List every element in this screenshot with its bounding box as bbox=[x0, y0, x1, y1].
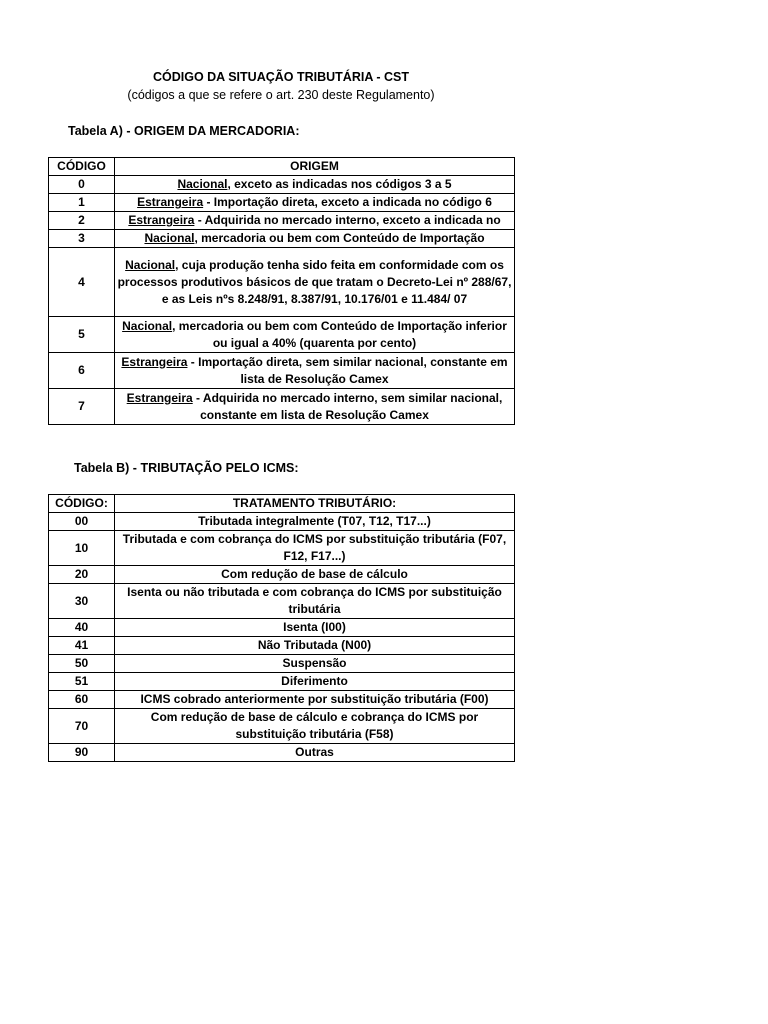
page-subtitle: (códigos a que se refere o art. 230 deste Regulamento) bbox=[127, 88, 435, 102]
table-row bbox=[49, 655, 515, 673]
table-row bbox=[49, 317, 515, 353]
table-row bbox=[49, 691, 515, 709]
origin-text: , mercadoria ou bem com Conteúdo de Importação bbox=[194, 231, 485, 245]
row-origin bbox=[115, 389, 515, 425]
origin-text: , exceto as indicadas nos códigos 3 a 5 bbox=[227, 177, 452, 191]
row-treatment: ICMS cobrado anteriormente por substituição tributária (F00) bbox=[115, 691, 515, 709]
origin-text: , mercadoria ou bem com Conteúdo de Importação inferior ou igual a 40% (quarenta por cento) bbox=[172, 318, 507, 350]
row-code: 50 bbox=[49, 655, 115, 673]
origin-text: - Importação direta, sem similar nacional, constante em lista de Resolução Camex bbox=[187, 354, 508, 386]
row-code: 00 bbox=[49, 513, 115, 531]
row-code: 4 bbox=[49, 248, 115, 317]
row-code: 20 bbox=[49, 566, 115, 584]
origin-text: - Adquirida no mercado interno, exceto a indicada no bbox=[194, 213, 501, 227]
origin-link[interactable]: Nacional bbox=[125, 257, 176, 272]
row-treatment: Com redução de base de cálculo bbox=[115, 566, 515, 584]
row-code: 51 bbox=[49, 673, 115, 691]
row-treatment: Diferimento bbox=[115, 673, 515, 691]
origin-link[interactable]: Estrangeira bbox=[128, 213, 195, 227]
origin-link[interactable]: Nacional bbox=[144, 231, 195, 245]
table-row bbox=[49, 584, 515, 619]
table-row bbox=[49, 531, 515, 566]
row-code: 5 bbox=[49, 317, 115, 353]
row-code: 1 bbox=[49, 194, 115, 212]
table-row bbox=[49, 673, 515, 691]
column-header-code: CÓDIGO bbox=[49, 158, 115, 176]
column-header-code: CÓDIGO: bbox=[49, 495, 115, 513]
origin-text: - Importação direta, exceto a indicada no código 6 bbox=[203, 195, 492, 209]
tributacao-table bbox=[48, 494, 515, 762]
table-b-heading: Tabela B) - TRIBUTAÇÃO PELO ICMS: bbox=[74, 461, 299, 475]
row-treatment: Com redução de base de cálculo e cobrança do ICMS por substituição tributária (F58) bbox=[115, 709, 515, 744]
table-header-row bbox=[49, 158, 515, 176]
row-code: 7 bbox=[49, 389, 115, 425]
row-code: 0 bbox=[49, 176, 115, 194]
row-treatment: Isenta (I00) bbox=[115, 619, 515, 637]
table-row bbox=[49, 744, 515, 762]
column-header-treatment: TRATAMENTO TRIBUTÁRIO: bbox=[115, 495, 515, 513]
row-code: 41 bbox=[49, 637, 115, 655]
row-origin bbox=[115, 212, 515, 230]
row-origin bbox=[115, 230, 515, 248]
row-treatment: Não Tributada (N00) bbox=[115, 637, 515, 655]
table-row bbox=[49, 637, 515, 655]
row-code: 2 bbox=[49, 212, 115, 230]
table-row bbox=[49, 176, 515, 194]
table-row bbox=[49, 566, 515, 584]
row-treatment: Suspensão bbox=[115, 655, 515, 673]
origin-link[interactable]: Estrangeira bbox=[126, 390, 193, 405]
row-treatment: Isenta ou não tributada e com cobrança do ICMS por substituição tributária bbox=[115, 584, 515, 619]
row-treatment: Tributada integralmente (T07, T12, T17...) bbox=[115, 513, 515, 531]
origin-link[interactable]: Nacional bbox=[177, 177, 228, 191]
table-row bbox=[49, 513, 515, 531]
row-code: 10 bbox=[49, 531, 115, 566]
row-origin bbox=[115, 176, 515, 194]
row-origin bbox=[115, 353, 515, 389]
origem-table bbox=[48, 157, 515, 425]
row-code: 3 bbox=[49, 230, 115, 248]
origin-link[interactable]: Nacional bbox=[122, 318, 173, 333]
origin-link[interactable]: Estrangeira bbox=[121, 354, 188, 369]
row-code: 40 bbox=[49, 619, 115, 637]
column-header-origin: ORIGEM bbox=[115, 158, 515, 176]
table-row bbox=[49, 194, 515, 212]
row-code: 70 bbox=[49, 709, 115, 744]
table-row bbox=[49, 353, 515, 389]
table-row bbox=[49, 230, 515, 248]
row-treatment: Tributada e com cobrança do ICMS por substituição tributária (F07, F12, F17...) bbox=[115, 531, 515, 566]
table-a-heading: Tabela A) - ORIGEM DA MERCADORIA: bbox=[68, 124, 300, 138]
origin-text: - Adquirida no mercado interno, sem similar nacional, constante em lista de Resolução Camex bbox=[192, 390, 503, 422]
row-code: 90 bbox=[49, 744, 115, 762]
row-origin bbox=[115, 317, 515, 353]
row-code: 60 bbox=[49, 691, 115, 709]
table-row bbox=[49, 248, 515, 317]
table-row bbox=[49, 212, 515, 230]
row-code: 30 bbox=[49, 584, 115, 619]
row-treatment: Outras bbox=[115, 744, 515, 762]
row-origin bbox=[115, 248, 515, 317]
origin-link[interactable]: Estrangeira bbox=[137, 195, 204, 209]
table-row bbox=[49, 709, 515, 744]
row-origin bbox=[115, 194, 515, 212]
table-row bbox=[49, 619, 515, 637]
row-code: 6 bbox=[49, 353, 115, 389]
table-header-row bbox=[49, 495, 515, 513]
origin-text: , cuja produção tenha sido feita em conformidade com os processos produtivos básicos de que tratam o Decreto-Lei nº 288/67, e as Leis nºs 8.248/91, 8.387/91, 10.176/01 e 11.484/ 07 bbox=[117, 257, 512, 306]
page-title: CÓDIGO DA SITUAÇÃO TRIBUTÁRIA - CST bbox=[152, 70, 409, 84]
table-row bbox=[49, 389, 515, 425]
